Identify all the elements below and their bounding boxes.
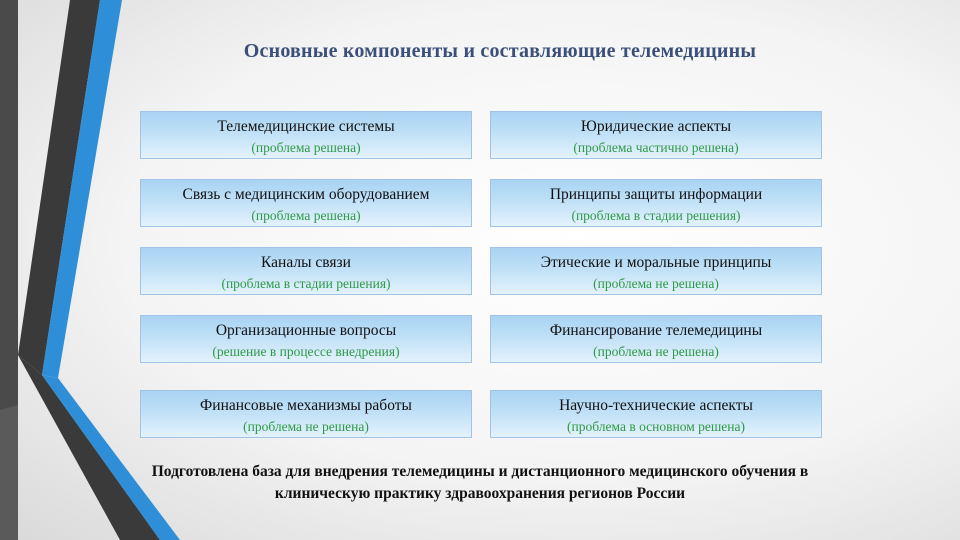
slide-conclusion: Подготовлена база для внедрения телемедицины и дистанционного медицинского обучения в клиническую практику здравоохранения регионов России — [151, 463, 809, 502]
component-status: (проблема решена) — [251, 208, 361, 223]
component-status: (проблема частично решена) — [573, 140, 739, 155]
component-name: Каналы связи — [261, 254, 351, 271]
component-name: Финансирование телемедицины — [549, 322, 763, 339]
component-name: Организационные вопросы — [215, 322, 397, 339]
component-card — [490, 247, 822, 295]
component-card — [490, 111, 822, 159]
component-status: (проблема не решена) — [243, 419, 369, 434]
component-status: (проблема не решена) — [593, 276, 719, 291]
component-name: Юридические аспекты — [580, 118, 732, 135]
component-card — [140, 179, 472, 227]
component-card — [140, 111, 472, 159]
component-name: Финансовые механизмы работы — [200, 397, 412, 414]
component-status: (проблема в основном решена) — [567, 419, 745, 434]
component-card — [140, 315, 472, 363]
component-card — [490, 390, 822, 438]
slide-title: Основные компоненты и составляющие телемедицины — [243, 40, 757, 62]
component-name: Принципы защиты информации — [549, 186, 763, 203]
component-card — [140, 247, 472, 295]
component-status: (проблема в стадии решения) — [571, 208, 741, 223]
component-status: (проблема решена) — [251, 140, 361, 155]
component-name: Связь с медицинским оборудованием — [182, 186, 430, 203]
component-status: (проблема не решена) — [593, 344, 719, 359]
component-status: (проблема в стадии решения) — [221, 276, 391, 291]
component-name: Этические и моральные принципы — [540, 254, 772, 271]
component-status: (решение в процессе внедрения) — [212, 344, 400, 359]
component-card — [140, 390, 472, 438]
component-card — [490, 179, 822, 227]
component-card — [490, 315, 822, 363]
component-name: Научно-технические аспекты — [559, 397, 753, 414]
component-name: Телемедицинские системы — [217, 118, 395, 135]
